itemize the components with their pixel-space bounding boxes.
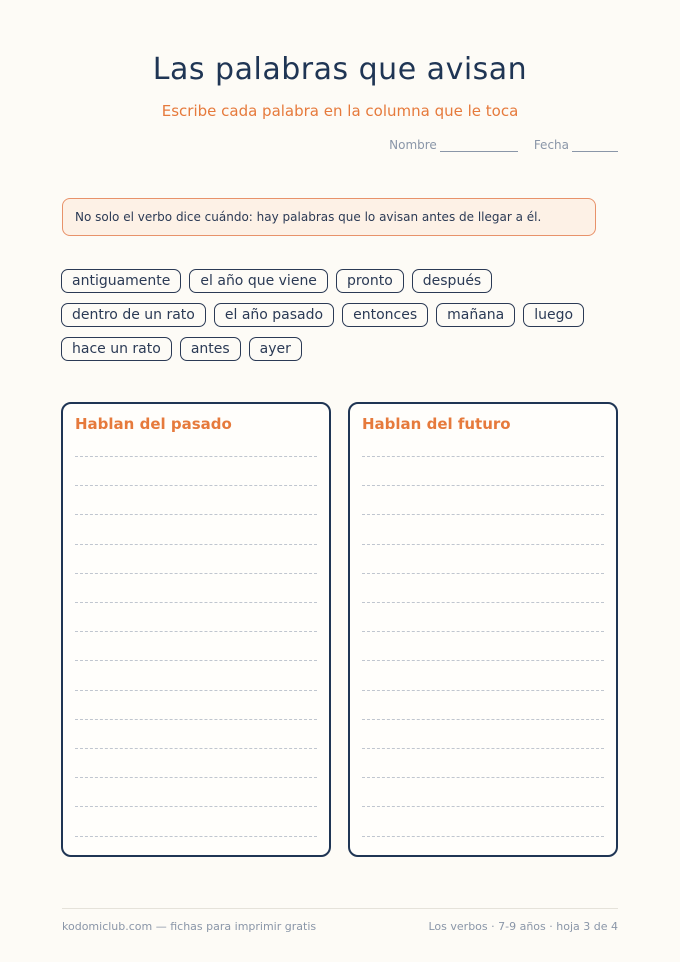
writing-line[interactable] bbox=[75, 836, 317, 837]
writing-line[interactable] bbox=[362, 573, 604, 574]
writing-line[interactable] bbox=[75, 544, 317, 545]
name-blank-line bbox=[440, 139, 518, 152]
writing-line[interactable] bbox=[75, 485, 317, 486]
word-bank-row bbox=[61, 337, 621, 361]
page-subtitle: Escribe cada palabra en la columna que le toca bbox=[161, 102, 519, 120]
writing-line[interactable] bbox=[362, 777, 604, 778]
writing-line[interactable] bbox=[362, 748, 604, 749]
word-chip[interactable]: hace un rato bbox=[61, 337, 172, 361]
writing-line[interactable] bbox=[75, 456, 317, 457]
writing-line[interactable] bbox=[362, 806, 604, 807]
writing-line[interactable] bbox=[75, 719, 317, 720]
word-chip[interactable]: el año que viene bbox=[189, 269, 328, 293]
name-field[interactable] bbox=[389, 138, 518, 152]
word-chip[interactable]: después bbox=[412, 269, 492, 293]
future-column-title: Hablan del futuro bbox=[362, 415, 511, 433]
writing-line[interactable] bbox=[75, 573, 317, 574]
word-bank-row bbox=[61, 269, 621, 293]
word-chip[interactable]: mañana bbox=[436, 303, 515, 327]
past-column bbox=[61, 402, 331, 857]
writing-line[interactable] bbox=[362, 456, 604, 457]
future-column bbox=[348, 402, 618, 857]
date-label: Fecha bbox=[533, 138, 569, 152]
writing-line[interactable] bbox=[362, 690, 604, 691]
word-chip[interactable]: entonces bbox=[342, 303, 428, 327]
writing-line[interactable] bbox=[75, 631, 317, 632]
instruction-note bbox=[62, 198, 596, 236]
past-column-title: Hablan del pasado bbox=[75, 415, 232, 433]
word-chip[interactable]: luego bbox=[523, 303, 584, 327]
writing-line[interactable] bbox=[362, 514, 604, 515]
word-bank-row bbox=[61, 303, 621, 327]
writing-line[interactable] bbox=[362, 836, 604, 837]
writing-line[interactable] bbox=[362, 660, 604, 661]
date-field[interactable] bbox=[534, 138, 618, 152]
writing-line[interactable] bbox=[75, 514, 317, 515]
word-chip[interactable]: el año pasado bbox=[214, 303, 334, 327]
footer-divider bbox=[62, 908, 618, 909]
footer-sheet-info: Los verbos · 7-9 años · hoja 3 de 4 bbox=[428, 920, 618, 933]
writing-line[interactable] bbox=[75, 806, 317, 807]
writing-line[interactable] bbox=[75, 748, 317, 749]
page-title: Las palabras que avisan bbox=[152, 52, 528, 87]
writing-line[interactable] bbox=[75, 690, 317, 691]
word-chip[interactable]: dentro de un rato bbox=[61, 303, 206, 327]
word-chip[interactable]: antes bbox=[180, 337, 241, 361]
writing-line[interactable] bbox=[362, 602, 604, 603]
date-blank-line bbox=[572, 139, 618, 152]
word-chip[interactable]: pronto bbox=[336, 269, 404, 293]
writing-line[interactable] bbox=[362, 485, 604, 486]
footer-site: kodomiclub.com — fichas para imprimir gratis bbox=[62, 920, 317, 933]
writing-line[interactable] bbox=[75, 777, 317, 778]
note-text: No solo el verbo dice cuándo: hay palabras que lo avisan antes de llegar a él. bbox=[75, 210, 542, 224]
writing-line[interactable] bbox=[75, 602, 317, 603]
word-chip[interactable]: antiguamente bbox=[61, 269, 181, 293]
writing-line[interactable] bbox=[362, 631, 604, 632]
name-date-fields bbox=[389, 138, 618, 152]
word-bank bbox=[61, 269, 621, 371]
writing-line[interactable] bbox=[362, 719, 604, 720]
writing-line[interactable] bbox=[75, 660, 317, 661]
word-chip[interactable]: ayer bbox=[249, 337, 302, 361]
writing-line[interactable] bbox=[362, 544, 604, 545]
name-label: Nombre bbox=[389, 138, 437, 152]
